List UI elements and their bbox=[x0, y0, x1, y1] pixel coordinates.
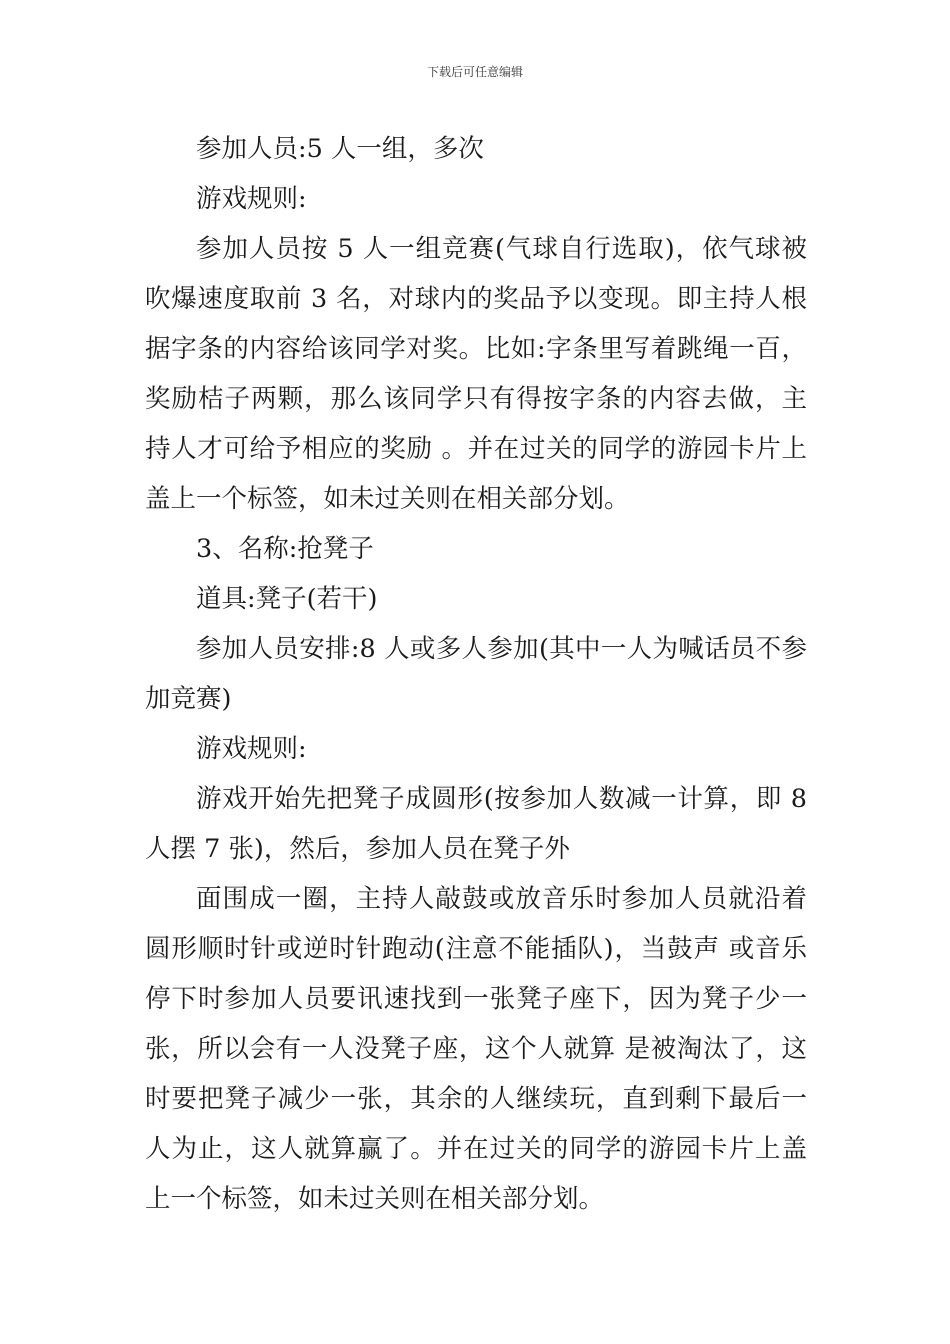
paragraph-chair-rules: 面围成一圈，主持人敲鼓或放音乐时参加人员就沿着圆形顺时针或逆时针跑动(注意不能插队)，当鼓声 或音乐停下时参加人员要讯速找到一张凳子座下，因为凳子少一张，所以会有一人没凳子座，这个人就算 是被淘汰了，这时要把凳子减少一张，其余的人继续玩，直到剩下最后一人为止，这人就算赢了。并在过关的同学的游园卡片上盖上一个标签，如未过关则在相关部分划。 bbox=[145, 884, 807, 1214]
document-body bbox=[145, 124, 807, 1224]
paragraph-game-name: 3、名称:抢凳子 bbox=[196, 534, 374, 564]
paragraph-rules-heading-2: 游戏规则: bbox=[196, 734, 307, 764]
paragraph-chair-setup: 游戏开始先把凳子成圆形(按参加人数减一计算，即 8 人摆 7 张)，然后，参加人员在凳子外 bbox=[145, 784, 807, 864]
paragraph-rules-heading-1: 游戏规则: bbox=[196, 184, 307, 214]
paragraph-participants: 参加人员:5 人一组，多次 bbox=[196, 134, 484, 164]
page-header-note: 下载后可任意编辑 bbox=[426, 65, 523, 79]
paragraph-participant-arrangement: 参加人员安排:8 人或多人参加(其中一人为喊话员不参加竞赛) bbox=[145, 634, 807, 714]
paragraph-balloon-rules: 参加人员按 5 人一组竞赛(气球自行选取)，依气球被吹爆速度取前 3 名，对球内的奖品予以变现。即主持人根据字条的内容给该同学对奖。比如:字条里写着跳绳一百，奖励桔子两颗，那么该同学只有得按字条的内容去做，主持人才可给予相应的奖励 。并在过关的同学的游园卡片上盖上一个标签，如未过关则在相关部分划。 bbox=[145, 234, 807, 514]
paragraph-props: 道具:凳子(若干) bbox=[196, 584, 378, 614]
